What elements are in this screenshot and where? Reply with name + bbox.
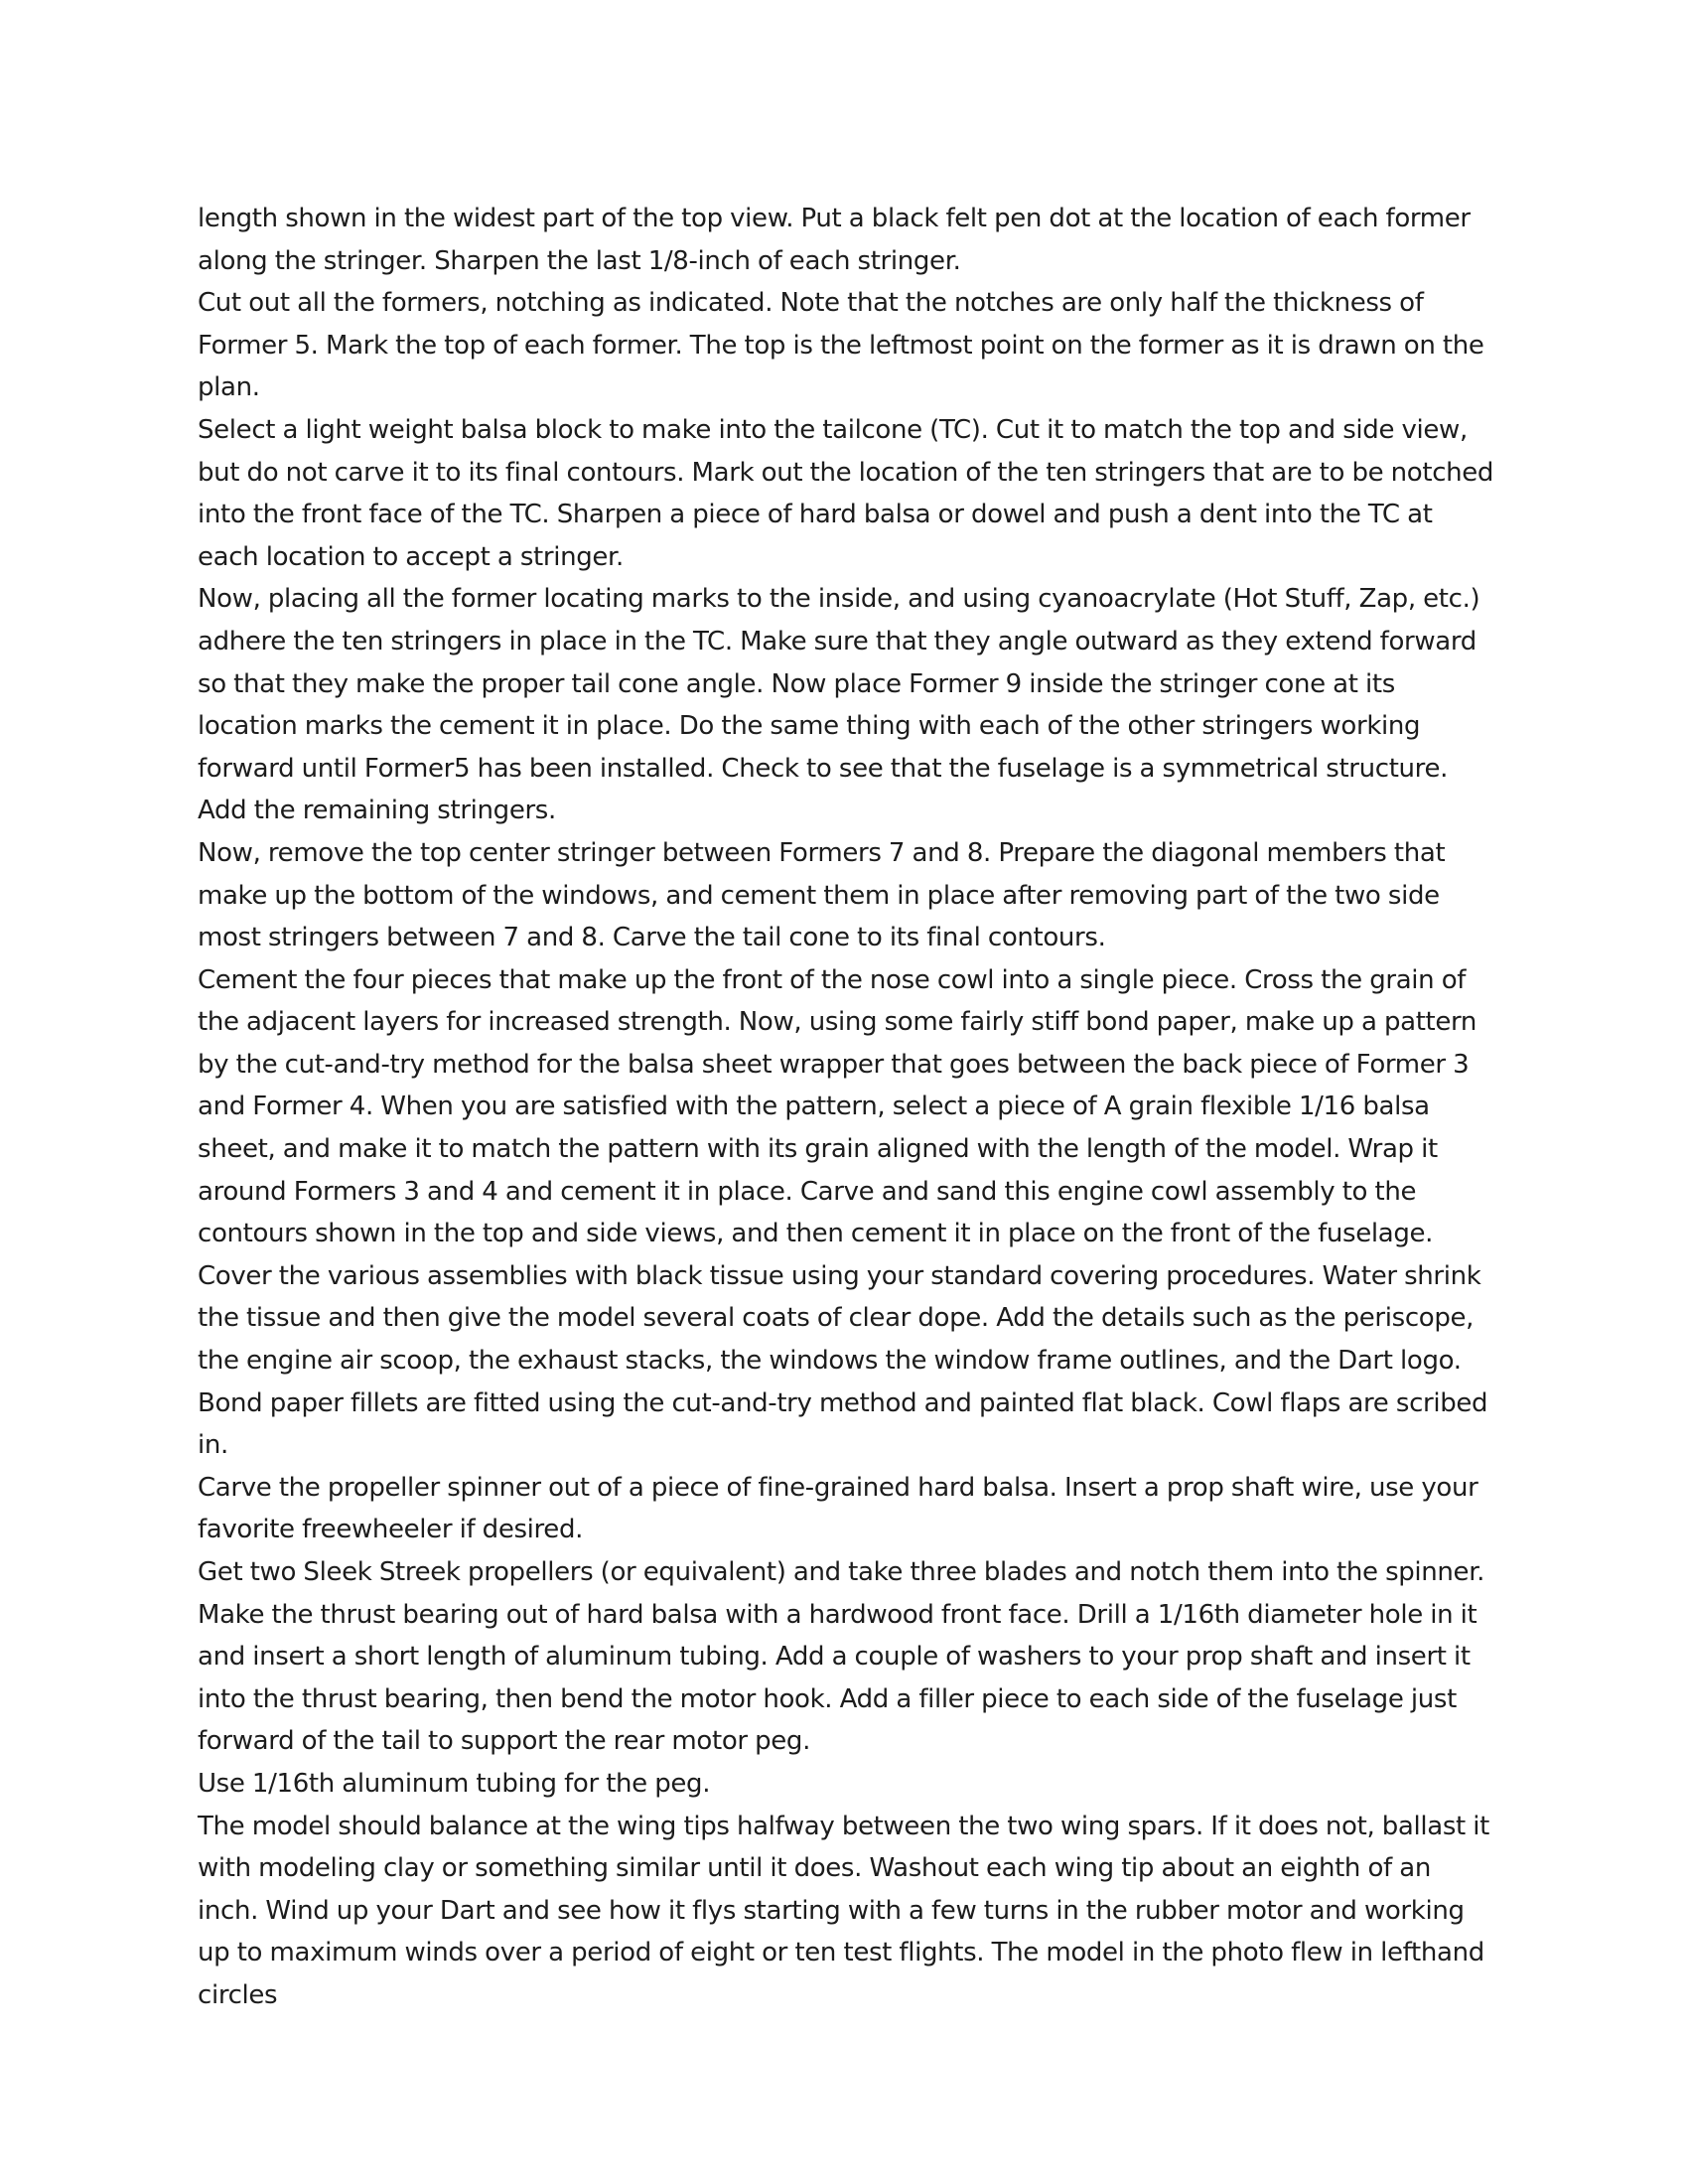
- paragraph-propellers: Get two Sleek Streek propellers (or equivalent) and take three blades and notch them into the spinner. Make the thrust bearing out of hard balsa with a hardwood front face. Drill a 1/16th diameter hole in it and insert a short length of aluminum tubing. Add a couple of washers to your prop shaft and insert it into the thrust bearing, then bend the motor hook. Add a filler piece to each side of the fuselage just forward of the tail to support the rear motor peg.: [198, 1557, 1485, 1757]
- paragraph-formers: Cut out all the formers, notching as indicated. Note that the notches are only half the thickness of Former 5. Mark the top of each former. The top is the leftmost point on the former as it is drawn on the plan.: [198, 288, 1484, 403]
- paragraph-tailcone: Select a light weight balsa block to make into the tailcone (TC). Cut it to match the top and side view, but do not carve it to its final contours. Mark out the location of the ten stringers that are to be notched into the front face of the TC. Sharpen a piece of hard balsa or dowel and push a dent into the TC at each location to accept a stringer.: [198, 414, 1494, 572]
- body-text: [198, 198, 1498, 2017]
- paragraph-windows: Now, remove the top center stringer between Formers 7 and 8. Prepare the diagonal members that make up the bottom of the windows, and cement them in place after removing part of the two side most stringers between 7 and 8. Carve the tail cone to its final contours.: [198, 837, 1446, 953]
- paragraph-peg: Use 1/16th aluminum tubing for the peg.: [198, 1768, 711, 1799]
- paragraph-balance: The model should balance at the wing tips halfway between the two wing spars. If it does not, ballast it with modeling clay or something similar until it does. Washout each wing tip about an eighth of an inch. Wind up your Dart and see how it flys starting with a few turns in the rubber motor and working up to maximum winds over a period of eight or ten test flights. The model in the photo flew in lefthand circles: [198, 1811, 1490, 2010]
- paragraph-stringer-length: length shown in the widest part of the top view. Put a black felt pen dot at the location of each former along the stringer. Sharpen the last 1/8-inch of each stringer.: [198, 204, 1471, 276]
- paragraph-nose-cowl: Cement the four pieces that make up the front of the nose cowl into a single piece. Cross the grain of the adjacent layers for increased strength. Now, using some fairly stiff bond paper, make up a pattern by the cut-and-try method for the balsa sheet wrapper that goes between the back piece of Former 3 and Former 4. When you are satisfied with the pattern, select a piece of A grain flexible 1/16 balsa sheet, and make it to match the pattern with its grain aligned with the length of the model. Wrap it around Formers 3 and 4 and cement it in place. Carve and sand this engine cowl assembly to the contours shown in the top and side views, and then cement it in place on the front of the fuselage.: [198, 964, 1477, 1249]
- paragraph-spinner: Carve the propeller spinner out of a piece of fine-grained hard balsa. Insert a prop shaft wire, use your favorite freewheeler if desired.: [198, 1472, 1478, 1545]
- paragraph-stringers-assembly: Now, placing all the former locating marks to the inside, and using cyanoacrylate (Hot Stuff, Zap, etc.) adhere the ten stringers in place in the TC. Make sure that they angle outward as they extend forward so that they make the proper tail cone angle. Now place Former 9 inside the stringer cone at its location marks the cement it in place. Do the same thing with each of the other stringers working forward until Former5 has been installed. Check to see that the fuselage is a symmetrical structure. Add the remaining stringers.: [198, 584, 1480, 826]
- paragraph-covering: Cover the various assemblies with black tissue using your standard covering procedures. Water shrink the tissue and then give the model several coats of clear dope. Add the details such as the periscope, the engine air scoop, the exhaust stacks, the windows the window frame outlines, and the Dart logo. Bond paper fillets are fitted using the cut-and-try method and painted flat black. Cowl flaps are scribed in.: [198, 1260, 1488, 1461]
